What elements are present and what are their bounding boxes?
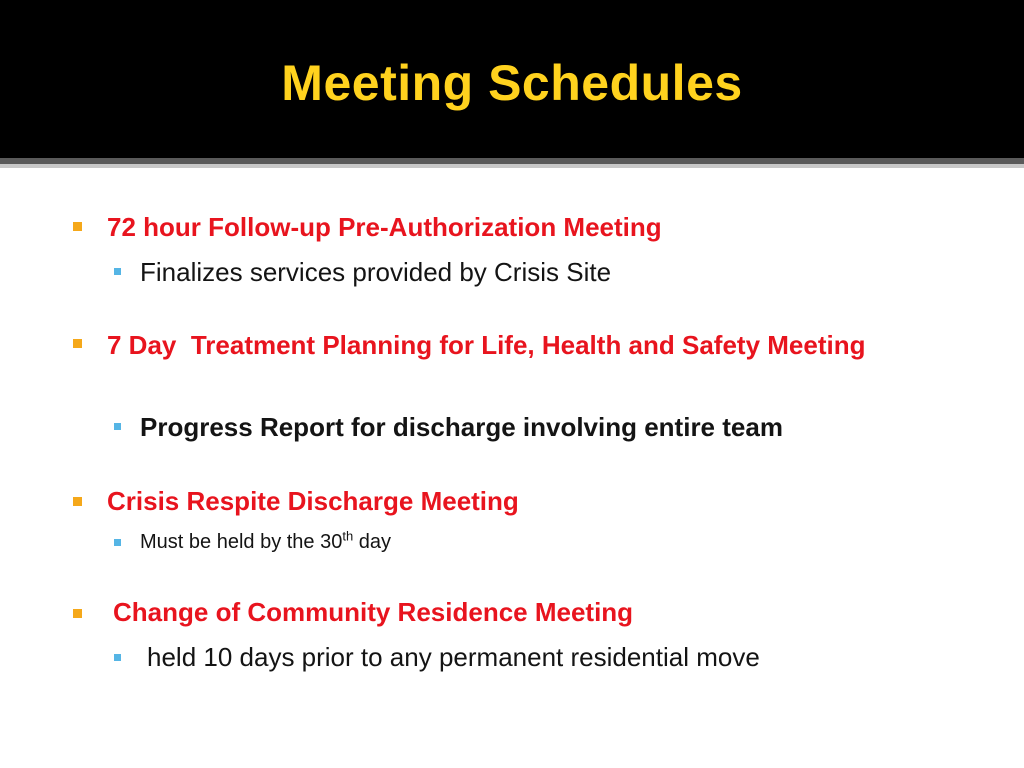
- bullet-square-icon: [73, 339, 82, 348]
- bullet-square-icon: [73, 222, 82, 231]
- item-detail-text: day: [353, 531, 392, 553]
- sub-bullet-square-icon: [114, 423, 121, 430]
- sub-bullet-square-icon: [114, 654, 121, 661]
- ordinal-suffix: th: [342, 528, 354, 544]
- item-heading: 7 Day Treatment Planning for Life, Health and Safety Meeting: [107, 330, 866, 360]
- item-heading: Crisis Respite Discharge Meeting: [107, 486, 519, 516]
- item-detail: Progress Report for discharge involving entire team: [140, 412, 783, 442]
- slide-title: Meeting Schedules: [281, 55, 743, 111]
- item-detail-text: Must be held by the 30: [140, 531, 343, 553]
- item-heading: 72 hour Follow-up Pre-Authorization Meeting: [107, 212, 662, 242]
- item-detail: [140, 525, 391, 559]
- title-divider-shadow: [0, 164, 1024, 168]
- item-detail: Finalizes services provided by Crisis Site: [140, 257, 612, 287]
- item-heading: Change of Community Residence Meeting: [113, 597, 634, 627]
- sub-bullet-square-icon: [114, 268, 121, 275]
- item-detail: held 10 days prior to any permanent residential move: [147, 642, 760, 672]
- sub-bullet-square-icon: [114, 539, 121, 546]
- bullet-square-icon: [73, 497, 82, 506]
- bullet-square-icon: [73, 609, 82, 618]
